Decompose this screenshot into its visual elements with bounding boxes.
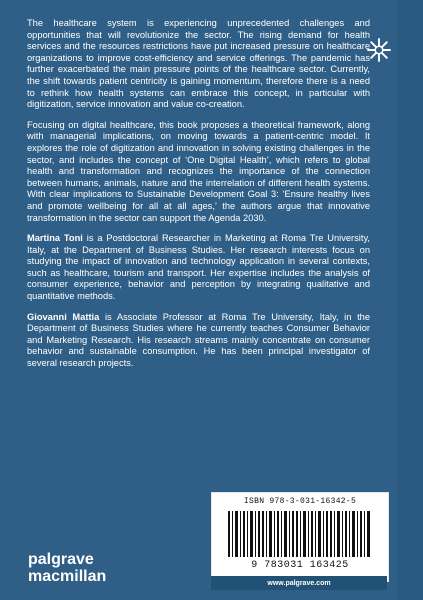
website-band: [211, 576, 387, 590]
website-url: www.palgrave.com: [267, 579, 331, 587]
publisher-line-1: palgrave: [28, 551, 94, 568]
right-side-strip: [397, 0, 423, 600]
barcode-image: [212, 509, 388, 560]
barcode-number: 9 783031 163425: [212, 560, 388, 572]
focus-paragraph: Focusing on digital healthcare, this book proposes a theoretical framework, along with managerial implications, on moving towards a patient-centric model. It explores the role of digitization and innovation in solving existing challenges in the sector, and includes the concept of ‘One Digital Health’, which refers to global health and transformation and recognizes the importance of the connection between humans, animals, nature and the interrelation of different health systems. With clear implications to Sustainable Development Goal 3: ‘Ensure healthy lives and promote wellbeing for all at all ages,’ the authors argue that innovative transformation in the sector can support the Agenda 2030.: [27, 119, 370, 223]
author-bio: is Associate Professor at Roma Tre University, Italy, in the Department of Business Studies where he currently teaches Consumer Behavior and Marketing Research. His research streams mainly concentrate on consumer behavior and sustainable consumption. He has been principal investigator of several research projects.: [27, 311, 370, 369]
publisher-logo: [28, 551, 106, 585]
barcode-box: [211, 492, 389, 582]
author-bio: is a Postdoctoral Researcher in Marketing at Roma Tre University, Italy, at the Department of Business Studies. Her research interests focus on studying the impact of innovation and technology application in several contexts, such as healthcare, tourism and transport. Her expertise includes the analysis of consumer experience, behavior and perception by integrating qualitative and quantitative methods.: [27, 233, 370, 302]
author-bio-paragraph: [27, 233, 370, 303]
intro-paragraph: The healthcare system is experiencing unprecedented challenges and opportunities that will revolutionize the sector. The rising demand for health services and the resources restrictions have put increased pressure on healthcare organizations to improve cost-efficiency and service offerings. The pandemic has further exacerbated the main pressure points of the healthcare sector. Currently, the shift towards patient centricity is gaining momentum, therefore there is a need to rethink how health systems can embrace this concept, in particular with digitization, service innovation and value co-creation.: [27, 18, 370, 110]
isbn-label: ISBN 978-3-031-16342-5: [212, 493, 388, 509]
author-name: Giovanni Mattia: [27, 311, 100, 322]
publisher-line-2: macmillan: [28, 568, 107, 585]
author-name: Martina Toni: [27, 233, 83, 244]
author-bio-paragraph: [27, 312, 370, 370]
barcode-bars-icon: [226, 509, 374, 560]
description-text-block: [27, 18, 370, 379]
